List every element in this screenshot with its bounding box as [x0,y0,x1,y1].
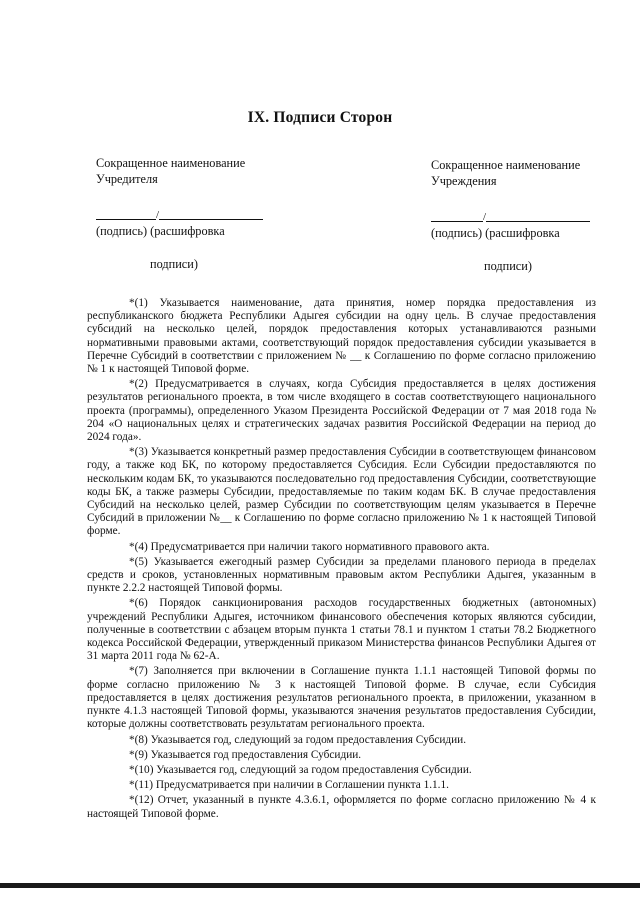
institution-signature-block [431,158,621,274]
footnote: *(3) Указывается конкретный размер предоставления Субсидии в соответствующем финансовом году, а также код БК, по которому предоставляется Субсидия. Если Субсидии предоставляются по нескольким кодам БК, то указываются последовательно год предоставления Субсидии, соответствующие коды БК, а также размеры Субсидии, предоставляемые по таким кодам БК. В случае предоставления Субсидий на несколько целей, размер Субсидии по соответствующим целям указывается в Перечне Субсидий в приложении №__ к Соглашению по форме согласно приложению № 1 к настоящей Типовой форме. [87,446,596,538]
footnote: *(5) Указывается ежегодный размер Субсидии за пределами планового периода в пределах средств и сроков, установленных нормативным правовым актом Республики Адыгея, указанным в пункте 2.2.2 настоящей Типовой формы. [87,555,596,595]
footnote: *(12) Отчет, указанный в пункте 4.3.6.1, оформляется по форме согласно приложению № 4 к настоящей Типовой форме. [87,794,596,820]
institution-signature-caption-cont: подписи) [484,258,532,273]
signature-transcript-blank [159,209,263,220]
signature-blank [96,209,156,220]
footnote: *(4) Предусматривается при наличии такого нормативного правового акта. [129,540,490,553]
signature-slash: / [483,211,487,223]
institution-signature-line [431,211,621,222]
footnote: *(10) Указывается год, следующий за годом предоставления Субсидии. [129,763,472,776]
signature-transcript-blank [486,211,590,222]
founder-signature-line [96,209,286,220]
footnote: *(7) Заполняется при включении в Соглашение пункта 1.1.1 настоящей Типовой формы по форме согласно приложению № 3 к настоящей Типовой форме. В случае, если Субсидия предоставляется в целях достижения результатов регионального проекта, в приложении, указанном в пункте 4.1.3 настоящей Типовой формы, указываются значения результатов предоставления Субсидии, которые должны соответствовать результатам регионального проекта. [87,665,596,731]
section-title: IX. Подписи Сторон [247,109,393,126]
founder-name-label-line1: Сокращенное наименование [96,156,246,170]
footnote: *(2) Предусматривается в случаях, когда Субсидия предоставляется в целях достижения результатов регионального проекта, в том числе входящего в состав соответствующего национального проекта (программы), определенного Указом Президента Российской Федерации от 7 мая 2018 года № 204 «О национальных целях и стратегических задачах развития Российской Федерации на период до 2024 года». [87,378,596,444]
footnotes [87,297,596,823]
footnote: *(6) Порядок санкционирования расходов государственных бюджетных (автономных) учреждений Республики Адыгея, источником финансового обеспечения которых являются субсидии, полученные в соответствии с абзацем вторым пункта 1 статьи 78.1 и пунктом 1 статьи 78.2 Бюджетного кодекса Российской Федерации, утвержденный приказом Министерства финансов Республики Адыгея от 31 марта 2011 года № 62-А. [87,597,596,663]
founder-signature-caption: (подпись) (расшифровка [96,224,225,238]
footnote: *(9) Указывается год предоставления Субсидии. [129,748,362,761]
founder-signature-caption-cont: подписи) [150,256,198,271]
institution-signature-caption: (подпись) (расшифровка [431,226,560,240]
footnote: *(8) Указывается год, следующий за годом предоставления Субсидии. [129,733,467,746]
institution-name-label-line2: Учреждения [431,173,497,188]
footnote: *(1) Указывается наименование, дата принятия, номер порядка предоставления из республиканского бюджета Республики Адыгея субсидии на одну цель. В случае предоставления субсидий на несколько целей, порядок предоставления которых устанавливаются разными нормативными правовыми актами, соответствующий порядок предоставления субсидии указывается в Перечне Субсидий в соответствии с приложением № __ к Соглашению по форме согласно приложению № 1 к настоящей Типовой форме. [87,297,596,376]
institution-name-label-line1: Сокращенное наименование [431,158,581,172]
founder-signature-block [96,156,286,272]
footnote: *(11) Предусматривается при наличии в Соглашении пункта 1.1.1. [129,779,449,792]
signature-slash: / [156,209,160,221]
scan-bottom-edge [0,883,640,888]
founder-name-label-line2: Учредителя [96,171,158,186]
signature-blank [431,211,483,222]
